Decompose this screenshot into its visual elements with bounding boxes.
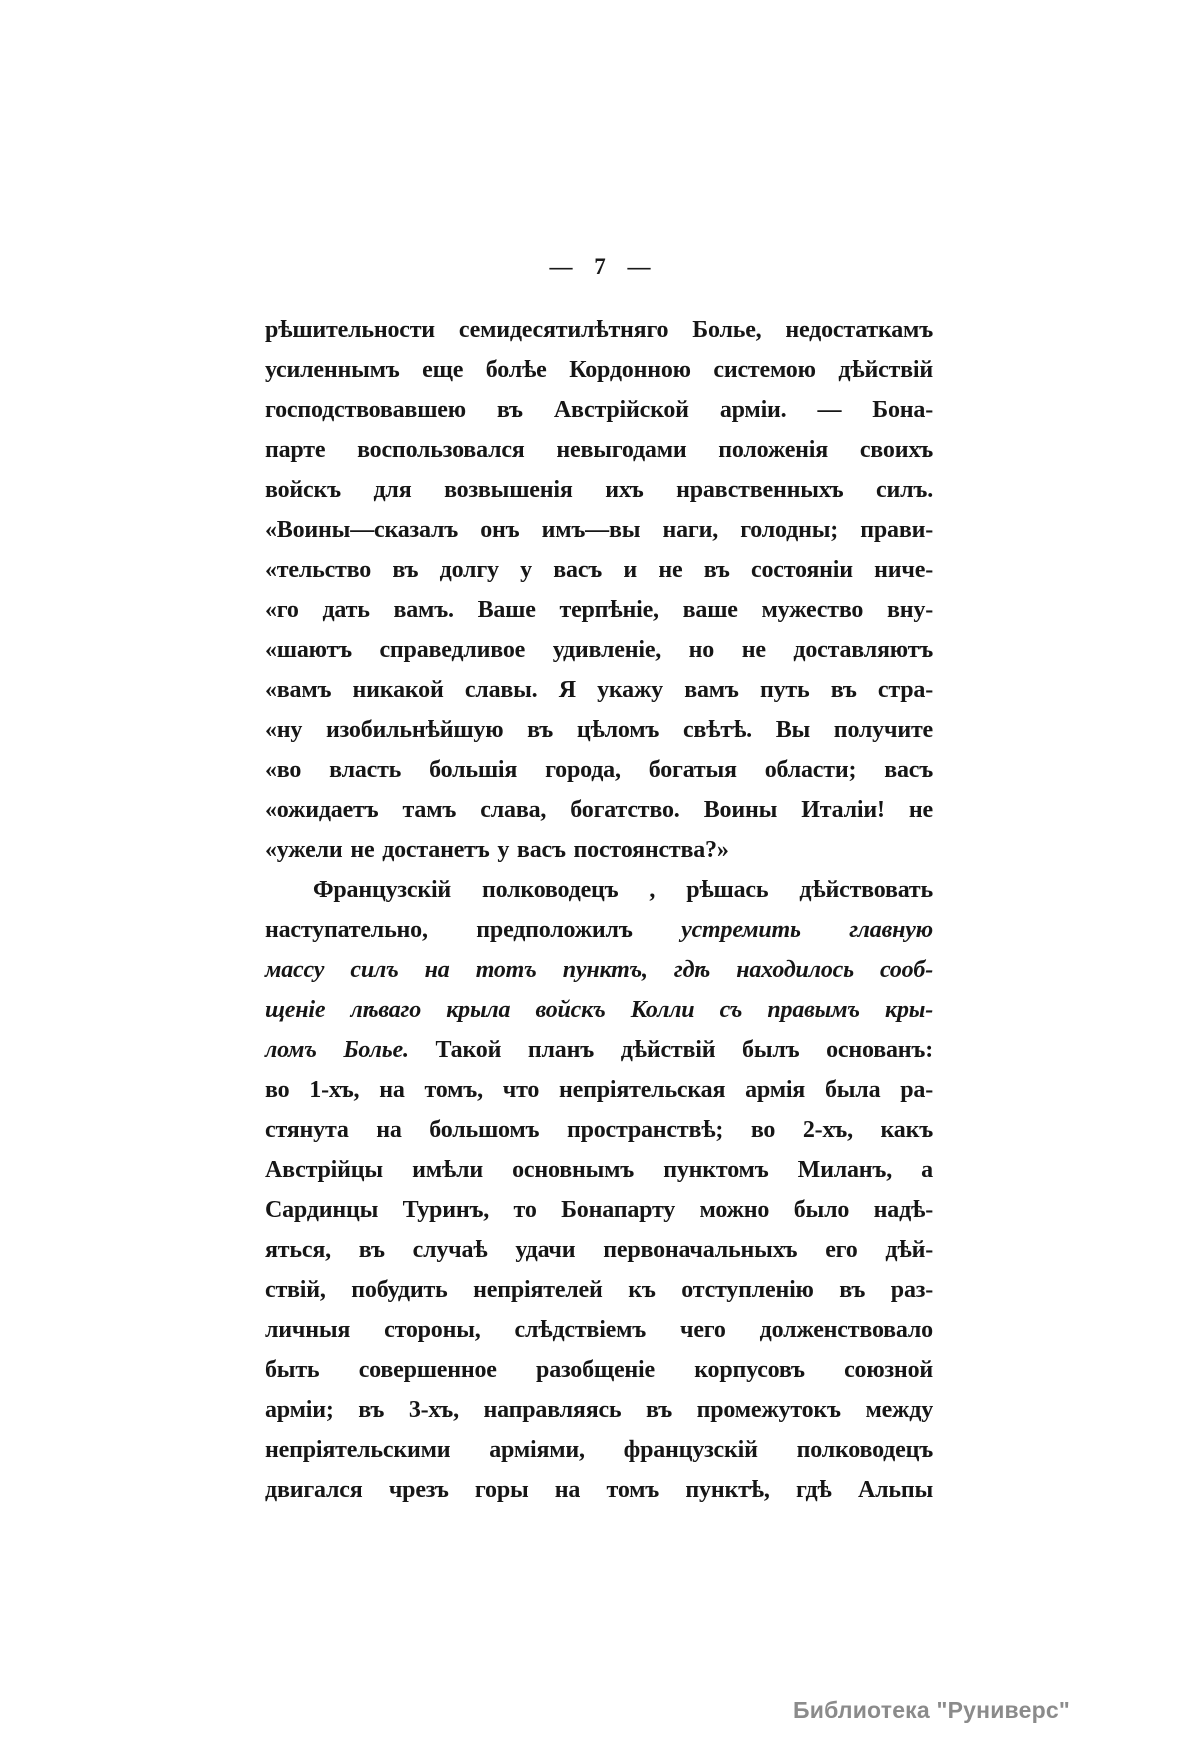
text-line (265, 550, 933, 590)
text-line (265, 430, 933, 470)
text-segment: парте воспользовался невыгодами положенія своихъ (265, 437, 933, 463)
text-line (265, 590, 933, 630)
text-segment: «го дать вамъ. Ваше терпѣніе, ваше мужество вну- (265, 597, 933, 623)
text-segment: арміи; въ 3-хъ, направляясь въ промежутокъ между (265, 1397, 933, 1423)
text-line (265, 1430, 933, 1470)
text-segment: «ну изобильнѣйшую въ цѣломъ свѣтѣ. Вы получите (265, 717, 933, 743)
text-line (265, 1230, 933, 1270)
text-line (265, 350, 933, 390)
text-segment: «ужели не достанетъ у васъ постоянства?» (265, 837, 729, 863)
text-line (265, 630, 933, 670)
text-line (265, 1150, 933, 1190)
text-line (265, 670, 933, 710)
text-line (265, 790, 933, 830)
text-segment: двигался чрезъ горы на томъ пунктѣ, гдѣ Альпы (265, 1477, 933, 1503)
text-line (265, 1470, 933, 1510)
text-segment: личныя стороны, слѣдствіемъ чего долженствовало (265, 1317, 933, 1343)
text-line (265, 1350, 933, 1390)
text-segment: усиленнымъ еще болѣе Кордонною системою дѣйствій (265, 357, 933, 383)
text-line (265, 1270, 933, 1310)
text-segment: стянута на большомъ пространствѣ; во 2-хъ, какъ (265, 1117, 933, 1143)
text-segment: Австрійцы имѣли основнымъ пунктомъ Миланъ, а (265, 1157, 933, 1183)
text-segment: «шаютъ справедливое удивленіе, но не доставляютъ (265, 637, 933, 663)
text-line (265, 1030, 933, 1070)
text-line (265, 830, 933, 870)
text-line (265, 1310, 933, 1350)
text-segment: во 1-хъ, на томъ, что непріятельская армія была ра- (265, 1077, 933, 1103)
text-segment: господствовавшею въ Австрійской арміи. — Бона- (265, 397, 933, 423)
italic-text-segment: устремить главную (681, 917, 933, 943)
text-line (265, 910, 933, 950)
paragraph (265, 310, 933, 870)
text-segment: рѣшительности семидесятилѣтняго Болье, недостаткамъ (265, 317, 933, 343)
text-line (265, 710, 933, 750)
text-segment: «Воины—сказалъ онъ имъ—вы наги, голодны; прави- (265, 517, 933, 543)
text-line (265, 470, 933, 510)
text-segment: «ожидаетъ тамъ слава, богатство. Воины Италіи! не (265, 797, 933, 823)
text-segment: «во власть большія города, богатыя области; васъ (265, 757, 933, 783)
text-segment: Сардинцы Туринъ, то Бонапарту можно было надѣ- (265, 1197, 933, 1223)
text-segment: яться, въ случаѣ удачи первоначальныхъ его дѣй- (265, 1237, 933, 1263)
text-line (265, 510, 933, 550)
text-line (265, 310, 933, 350)
text-segment: войскъ для возвышенія ихъ нравственныхъ силъ. (265, 477, 933, 503)
text-line (265, 1110, 933, 1150)
text-line (265, 1070, 933, 1110)
italic-text-segment: щеніе лѣваго крыла войскъ Колли съ правымъ кры- (265, 997, 933, 1023)
text-line (265, 990, 933, 1030)
italic-text-segment: ломъ Болье. (265, 1037, 409, 1063)
paragraph (265, 870, 933, 1510)
text-line (265, 1390, 933, 1430)
text-segment: Французскій полководецъ , рѣшась дѣйствовать (313, 877, 933, 903)
text-segment: «тельство въ долгу у васъ и не въ состояніи ниче- (265, 557, 933, 583)
text-line (265, 390, 933, 430)
text-line (265, 1190, 933, 1230)
page-text-block (265, 310, 933, 1510)
text-line (265, 870, 933, 910)
text-line (265, 750, 933, 790)
text-line (265, 950, 933, 990)
library-watermark: Библиотека "Руниверс" (793, 1697, 1070, 1723)
text-segment: ствій, побудить непріятелей къ отступленію въ раз- (265, 1277, 933, 1303)
text-segment: быть совершенное разобщеніе корпусовъ союзной (265, 1357, 933, 1383)
text-segment: наступательно, предположилъ (265, 917, 682, 943)
text-segment: «вамъ никакой славы. Я укажу вамъ путь въ стра- (265, 677, 933, 703)
text-segment: Такой планъ дѣйствій былъ основанъ: (408, 1037, 933, 1063)
page-number-header: — 7 — (549, 254, 651, 279)
text-segment: непріятельскими арміями, французскій полководецъ (265, 1437, 933, 1463)
italic-text-segment: массу силъ на тотъ пунктъ, гдѣ находилось сооб- (265, 957, 933, 983)
